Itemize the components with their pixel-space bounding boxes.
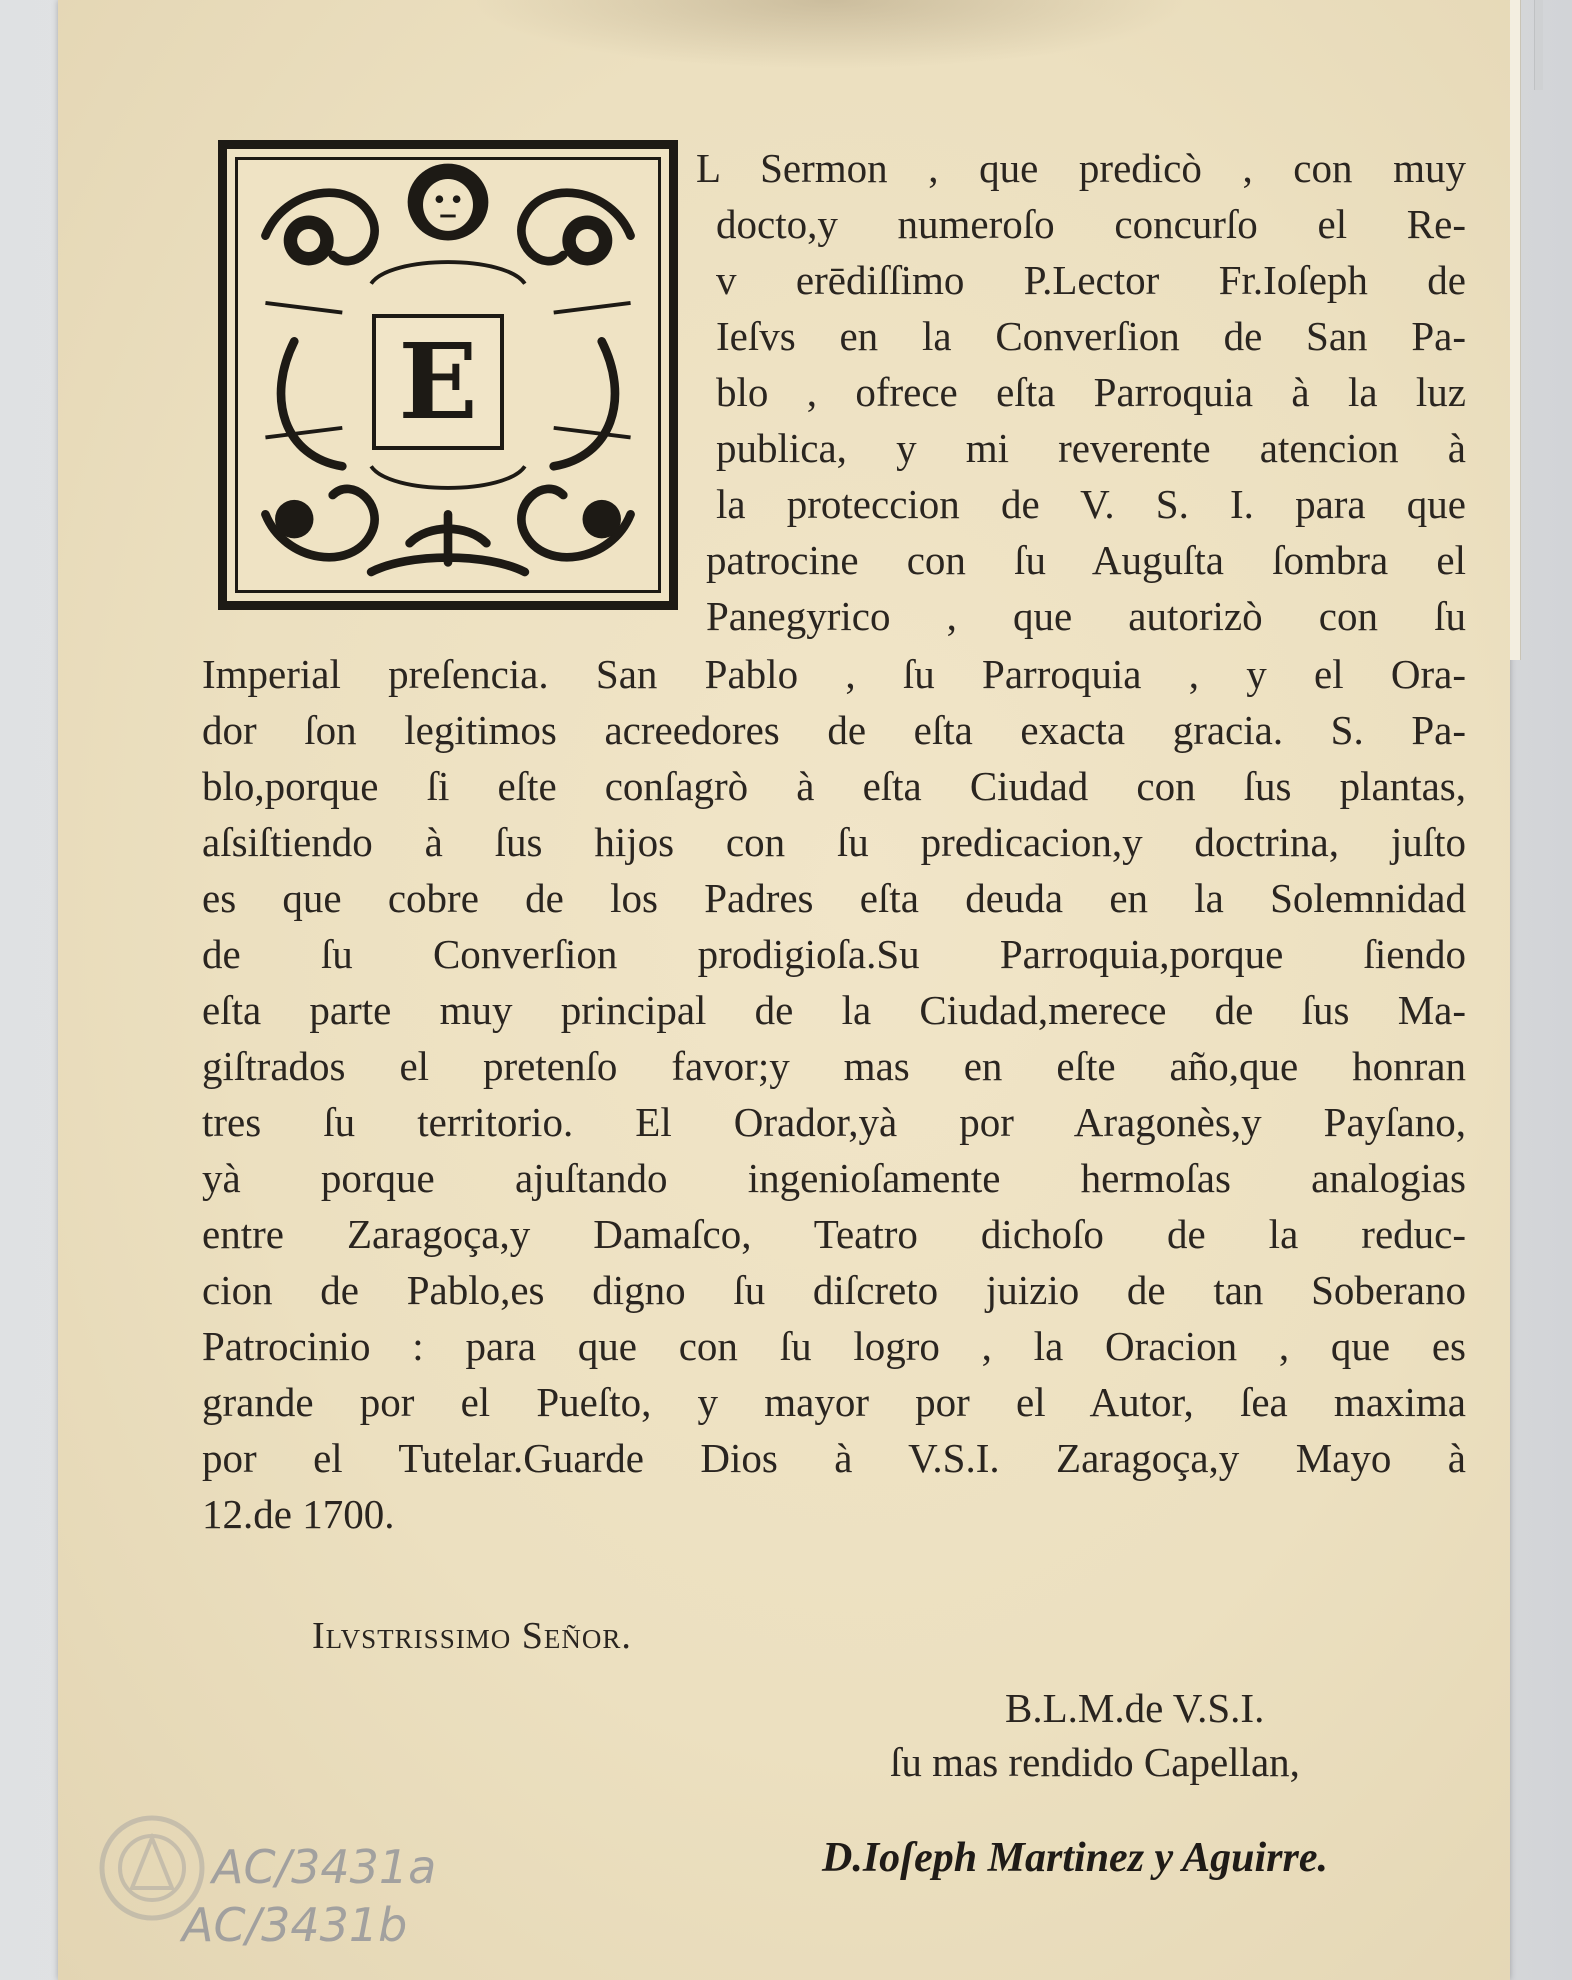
text-line: aſsiſtiendo à ſus hijos con ſu predicacion,y doctrina, juſto [202,819,1466,865]
text-line: Imperial preſencia. San Pablo , ſu Parroquia , y el Ora- [202,651,1466,697]
text-line: blo , ofrece eſta Parroquia à la luz [716,369,1466,415]
text-line: de ſu Converſion prodigioſa.Su Parroquia,porque ſiendo [202,931,1466,977]
text-line: Panegyrico , que autorizò con ſu [706,593,1466,639]
shelfmark: AC/3431a [212,1840,437,1894]
text-line: giſtrados el pretenſo favor;y mas en eſte año,que honran [202,1043,1466,1089]
text-line: patrocine con ſu Auguſta ſombra el [706,537,1466,583]
closing-line: B.L.M.de V.S.I. [1005,1685,1265,1731]
text-line: grande por el Pueſto, y mayor por el Autor, ſea maxima [202,1379,1466,1425]
text-line: es que cobre de los Padres eſta deuda en la Solemnidad [202,875,1466,921]
ink-bleed-top [470,0,1190,70]
signature: D.Ioſeph Martinez y Aguirre. [822,1835,1328,1881]
text-line: docto,y numeroſo concurſo el Re- [716,201,1466,247]
text-line: dor ſon legitimos acreedores de eſta exacta gracia. S. Pa- [202,707,1466,753]
text-line: yà porque ajuſtando ingenioſamente hermoſas analogias [202,1155,1466,1201]
text-line: cion de Pablo,es digno ſu diſcreto juizio de tan Soberano [202,1267,1466,1313]
shelfmark: AC/3431b [182,1898,408,1952]
text-line: blo,porque ſi eſte conſagrò à eſta Ciudad con ſus plantas, [202,763,1466,809]
text-line: 12.de 1700. [202,1491,395,1537]
closing-line: ſu mas rendido Capellan, [890,1739,1300,1785]
text-line: L Sermon , que predicò , con muy [696,145,1466,191]
text-line: eſta parte muy principal de la Ciudad,merece de ſus Ma- [202,987,1466,1033]
text-line: publica, y mi reverente atencion à [716,425,1466,471]
text-line: tres ſu territorio. El Orador,yà por Aragonès,y Payſano, [202,1099,1466,1145]
text-line: por el Tutelar.Guarde Dios à V.S.I. Zaragoça,y Mayo à [202,1435,1466,1481]
text-line: Patrocinio : para que con ſu logro , la Oracion , que es [202,1323,1466,1369]
text-line: la proteccion de V. S. I. para que [716,481,1466,527]
page-fold-edge [1510,0,1521,660]
underlying-sheet-edge [1534,0,1543,90]
decorated-initial [218,140,678,610]
initial-letter: E [372,314,504,450]
text-line: entre Zaragoça,y Damaſco, Teatro dichoſo de la reduc- [202,1211,1466,1257]
text-line: v erēdiſſimo P.Lector Fr.Ioſeph de [716,257,1466,303]
text-line: Ieſvs en la Converſion de San Pa- [716,313,1466,359]
greeting: Ilvstrissimo Señor. [312,1615,632,1657]
